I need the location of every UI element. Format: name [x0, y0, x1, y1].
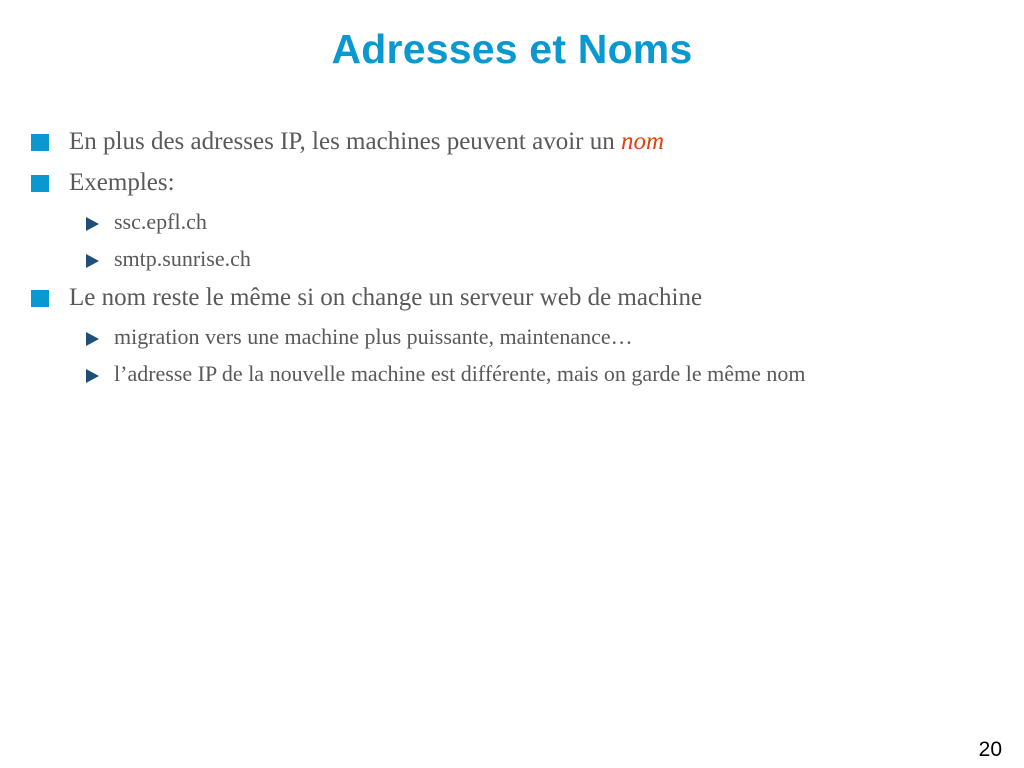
sub-bullet-text: l’adresse IP de la nouvelle machine est différente, mais on garde le même nom	[114, 361, 806, 386]
sub-bullet-text: ssc.epfl.ch	[114, 209, 207, 234]
bullet-text: Exemples:	[69, 169, 175, 196]
sub-bullet-item	[30, 245, 1010, 273]
bullet-text: En plus des adresses IP, les machines peuvent avoir un	[69, 128, 621, 155]
square-bullet-icon	[31, 290, 49, 307]
triangle-arrow-icon	[86, 369, 99, 383]
square-bullet-icon	[31, 175, 49, 192]
bullet-list	[30, 126, 1010, 397]
square-bullet-icon	[31, 134, 49, 151]
page-number: 20	[978, 738, 1002, 761]
sub-bullet-item	[30, 208, 1010, 236]
bullet-item	[30, 126, 1010, 158]
triangle-arrow-icon	[86, 217, 99, 231]
bullet-text: Le nom reste le même si on change un serveur web de machine	[69, 284, 703, 311]
slide-title: Adresses et Noms	[331, 26, 693, 72]
triangle-arrow-icon	[86, 332, 99, 346]
bullet-item	[30, 282, 1010, 314]
triangle-arrow-icon	[86, 254, 99, 268]
bullet-item	[30, 167, 1010, 199]
sub-bullet-text: smtp.sunrise.ch	[114, 246, 251, 271]
emphasis-word: nom	[620, 128, 665, 155]
sub-bullet-text: migration vers une machine plus puissante, maintenance…	[114, 324, 633, 349]
sub-bullet-item	[30, 323, 1010, 351]
sub-bullet-item	[30, 360, 1010, 388]
